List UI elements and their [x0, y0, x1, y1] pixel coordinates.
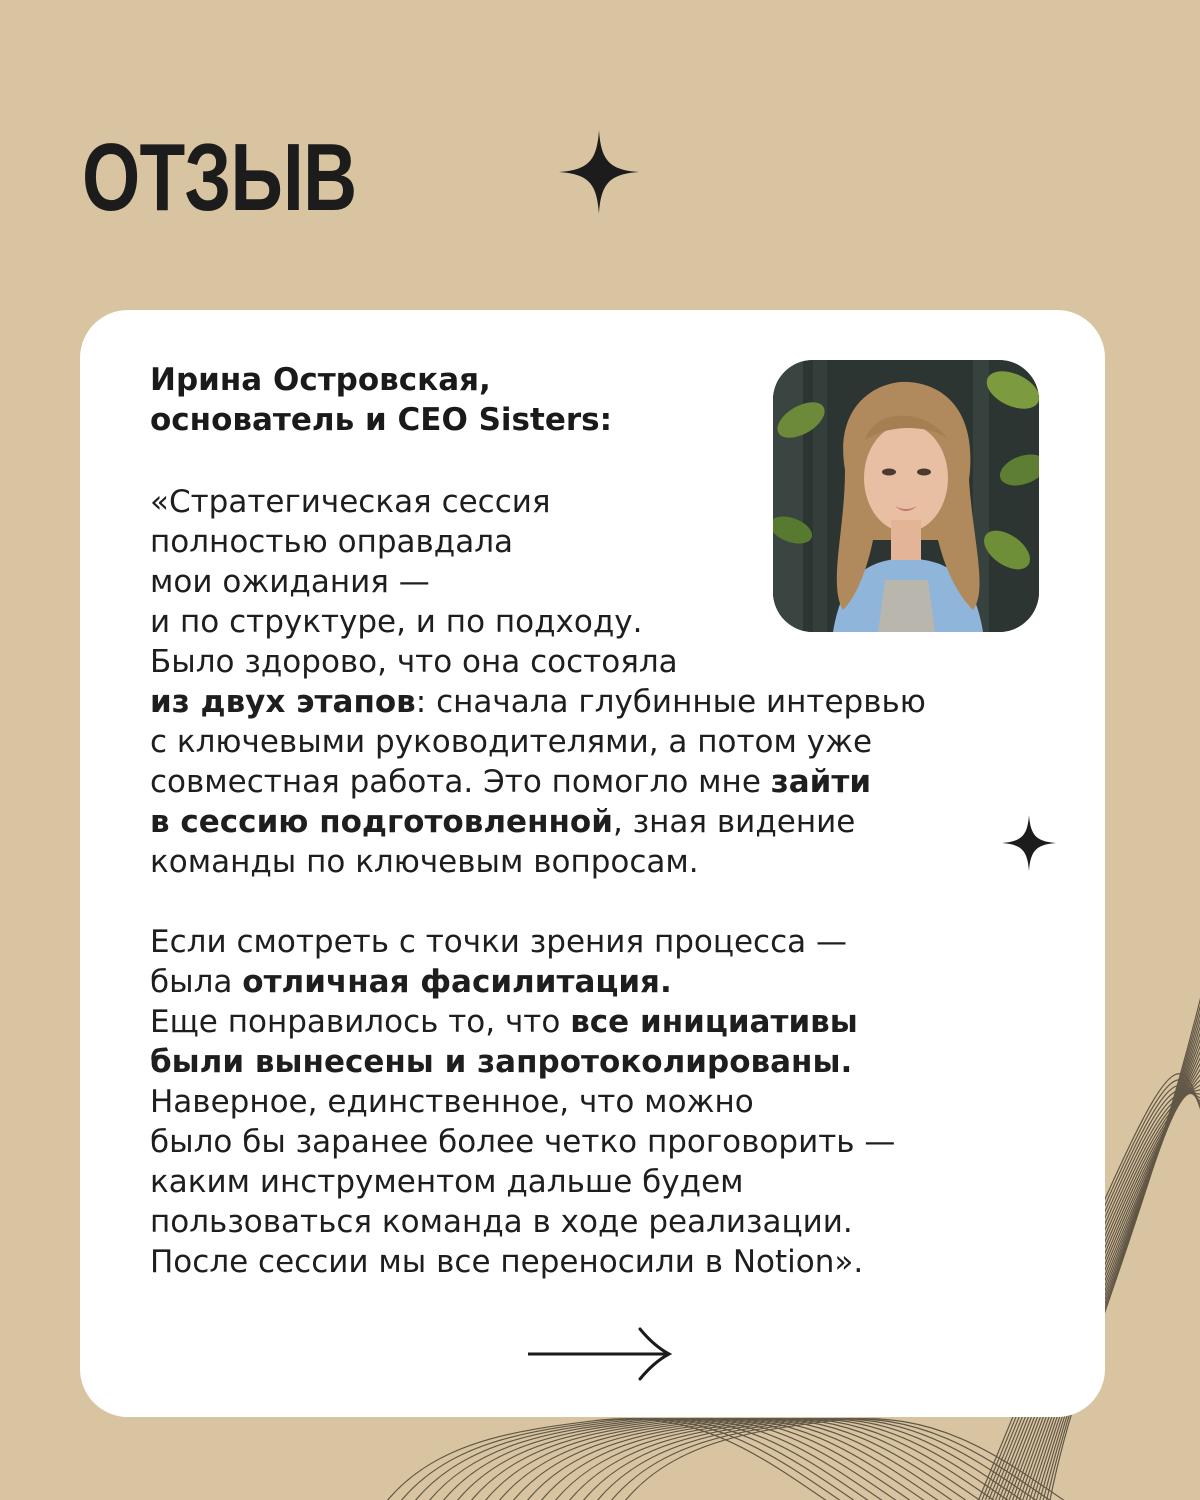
- testimonial-card: [80, 310, 1105, 1417]
- emphasized-text: отличная фасилитация.: [242, 964, 672, 1000]
- plain-text: «Стратегическая сессия: [150, 484, 551, 520]
- testimonial-paragraph-1: [150, 482, 1080, 882]
- author-name-title: [150, 360, 612, 440]
- testimonial-line: [150, 1082, 1080, 1122]
- testimonial-line: [150, 482, 1080, 522]
- plain-text: Если смотреть с точки зрения процесса —: [150, 924, 847, 960]
- plain-text: Еще понравилось то, что: [150, 1004, 571, 1040]
- testimonial-line: [150, 962, 1080, 1002]
- testimonial-line: [150, 1162, 1080, 1202]
- arrow-right-icon[interactable]: [528, 1326, 673, 1382]
- plain-text: с ключевыми руководителями, а потом уже: [150, 724, 873, 760]
- plain-text: команды по ключевым вопросам.: [150, 844, 699, 880]
- four-point-star-icon: [559, 130, 639, 214]
- plain-text: , зная видение: [612, 804, 856, 840]
- testimonial-paragraph-2: [150, 922, 1080, 1282]
- testimonial-line: [150, 722, 1080, 762]
- testimonial-line: [150, 802, 1080, 842]
- plain-text: Было здорово, что она состояла: [150, 644, 678, 680]
- testimonial-line: [150, 1242, 1080, 1282]
- testimonial-line: [150, 1122, 1080, 1162]
- testimonial-line: [150, 682, 1080, 722]
- plain-text: и по структуре, и по подходу.: [150, 604, 643, 640]
- plain-text: После сессии мы все переносили в Notion».: [150, 1244, 864, 1280]
- plain-text: пользоваться команда в ходе реализации.: [150, 1204, 853, 1240]
- emphasized-text: были вынесены и запротоколированы.: [150, 1044, 853, 1080]
- plain-text: мои ожидания —: [150, 564, 430, 600]
- testimonial-line: [150, 1042, 1080, 1082]
- plain-text: Наверное, единственное, что можно: [150, 1084, 754, 1120]
- plain-text: было бы заранее более четко проговорить —: [150, 1124, 896, 1160]
- plain-text: была: [150, 964, 243, 1000]
- plain-text: каким инструментом дальше будем: [150, 1164, 744, 1200]
- emphasized-text: зайти: [770, 764, 872, 800]
- plain-text: совместная работа. Это помогло мне: [150, 764, 771, 800]
- testimonial-line: [150, 1202, 1080, 1242]
- testimonial-line: [150, 842, 1080, 882]
- page-title: ОТЗЫВ: [82, 124, 357, 231]
- emphasized-text: из двух этапов: [150, 684, 416, 720]
- testimonial-line: [150, 1002, 1080, 1042]
- author-name: Ирина Островская,: [150, 362, 491, 398]
- testimonial-line: [150, 642, 1080, 682]
- author-role: основатель и CEO Sisters:: [150, 402, 612, 438]
- testimonial-line: [150, 522, 1080, 562]
- emphasized-text: все инициативы: [570, 1004, 858, 1040]
- testimonial-line: [150, 602, 1080, 642]
- testimonial-text: [150, 482, 1080, 1282]
- testimonial-line: [150, 762, 1080, 802]
- plain-text: : сначала глубинные интервью: [415, 684, 926, 720]
- testimonial-line: [150, 562, 1080, 602]
- testimonial-line: [150, 922, 1080, 962]
- four-point-star-icon: [1002, 815, 1056, 871]
- plain-text: полностью оправдала: [150, 524, 514, 560]
- emphasized-text: в сессию подготовленной: [150, 804, 613, 840]
